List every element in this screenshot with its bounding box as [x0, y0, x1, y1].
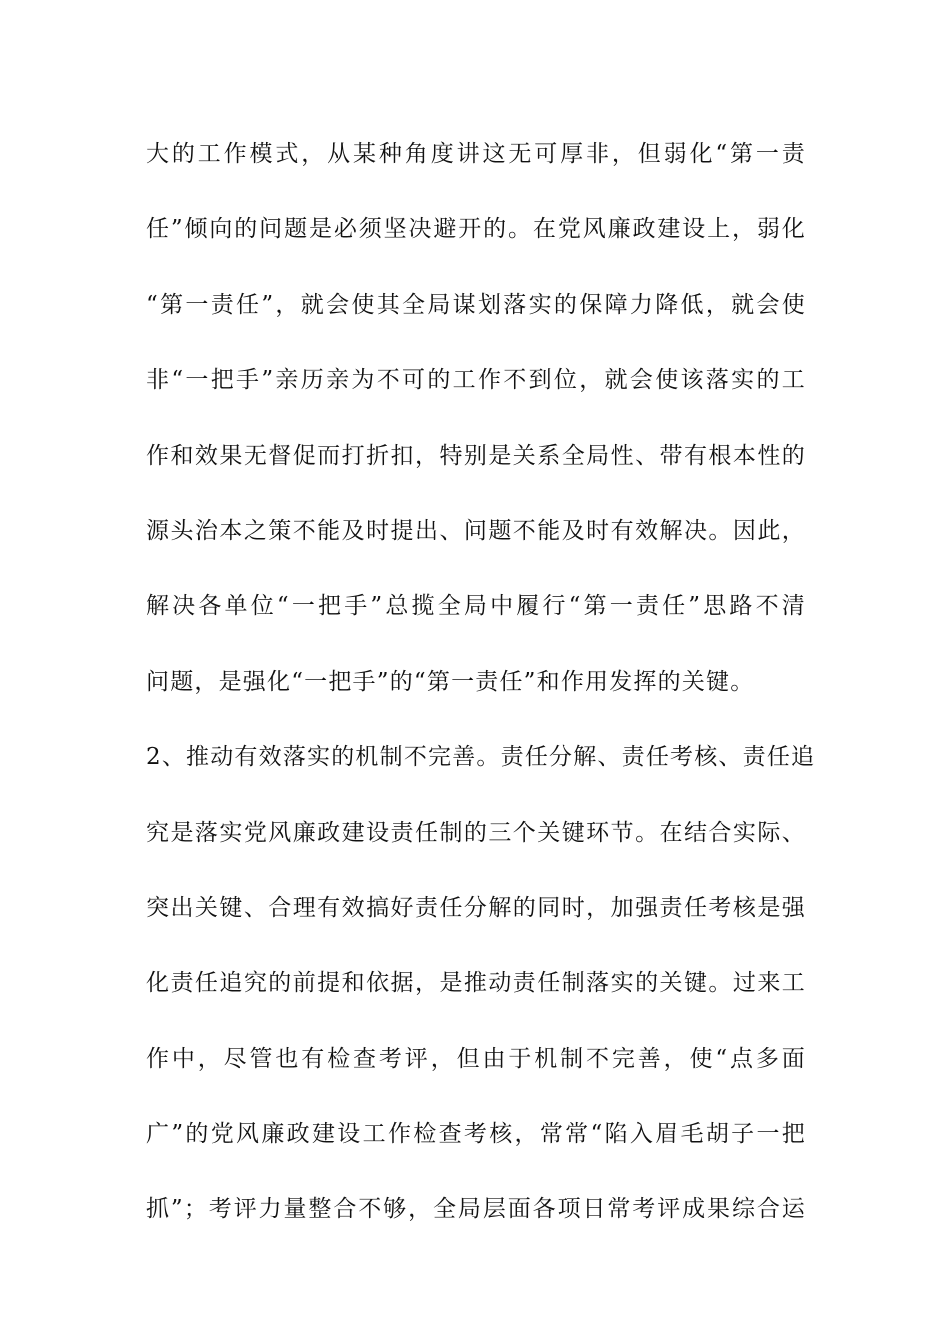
text-line: 广”的党风廉政建设工作检查考核，常常“陷入眉毛胡子一把: [146, 1121, 806, 1148]
text-line: “第一责任”，就会使其全局谋划落实的保障力降低，就会使: [146, 291, 806, 318]
text-line: 究是落实党风廉政建设责任制的三个关键环节。在结合实际、: [146, 819, 806, 846]
text-line: 任”倾向的问题是必须坚决避开的。在党风廉政建设上，弱化: [146, 216, 806, 243]
text-line: 作和效果无督促而打折扣，特别是关系全局性、带有根本性的: [146, 442, 806, 469]
text-line: 非“一把手”亲历亲为不可的工作不到位，就会使该落实的工: [146, 367, 806, 394]
text-line: 突出关键、合理有效搞好责任分解的同时，加强责任考核是强: [146, 894, 806, 921]
text-line: 化责任追究的前提和依据，是推动责任制落实的关键。过来工: [146, 970, 806, 997]
text-line: 解决各单位“一把手”总揽全局中履行“第一责任”思路不清: [146, 593, 806, 620]
body-text: [146, 130, 816, 1261]
text-line: 大的工作模式，从某种角度讲这无可厚非，但弱化“第一责: [146, 141, 806, 167]
text-line: 问题，是强化“一把手”的“第一责任”和作用发挥的关键。: [146, 668, 755, 695]
text-line: 2、推动有效落实的机制不完善。责任分解、责任考核、责任追: [146, 744, 816, 771]
text-line: 作中，尽管也有检查考评，但由于机制不完善，使“点多面: [146, 1045, 806, 1072]
text-line: 源头治本之策不能及时提出、问题不能及时有效解决。因此，: [146, 517, 806, 544]
text-line: 抓”；考评力量整合不够，全局层面各项日常考评成果综合运: [146, 1196, 806, 1223]
